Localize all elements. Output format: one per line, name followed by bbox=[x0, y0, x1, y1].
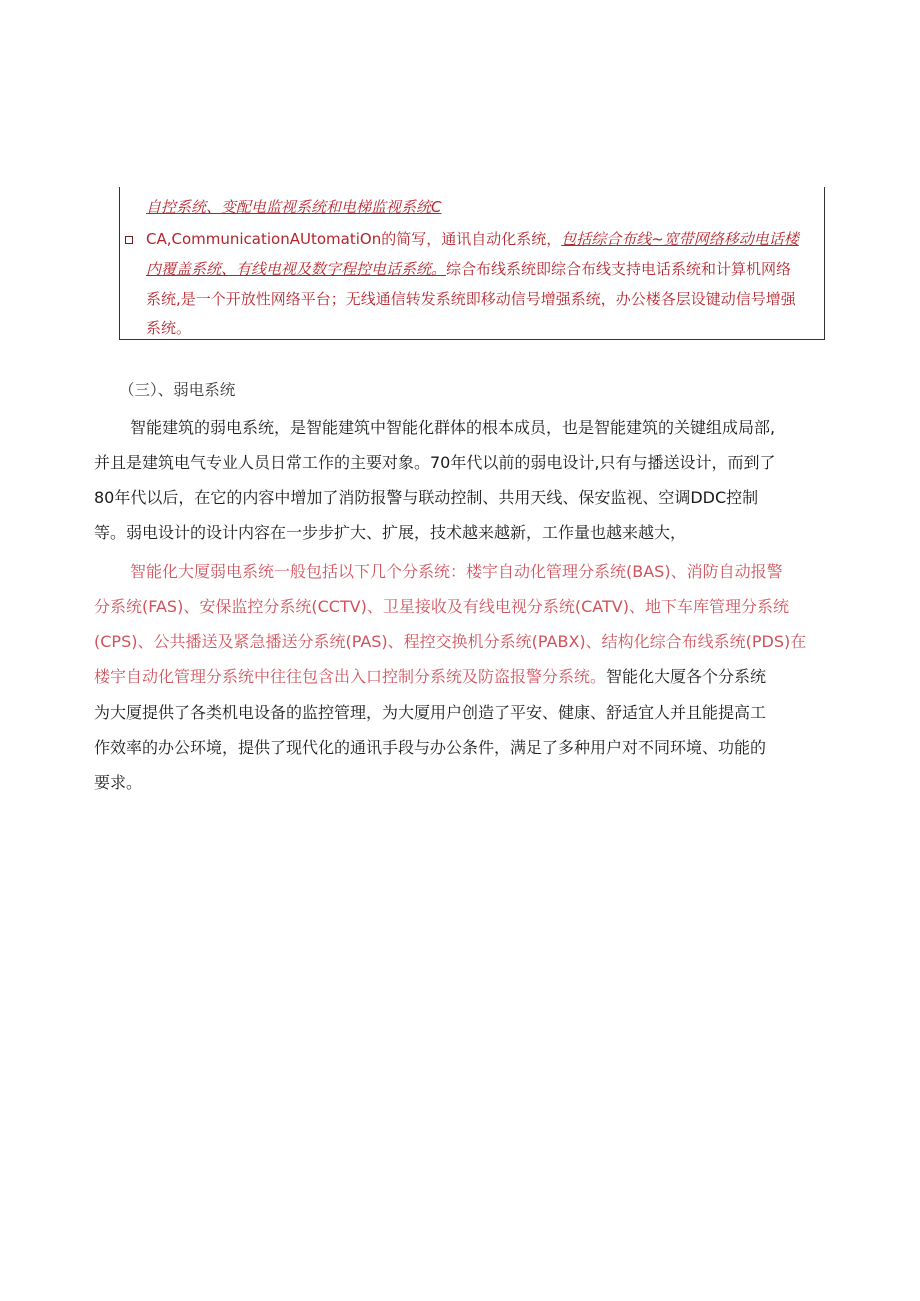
box-line-2-italic: 包括综合布线~宽带网络移动电话楼 bbox=[561, 230, 799, 248]
para2-line-6: 作效率的办公环境，提供了现代化的通讯手段与办公条件，满足了多种用户对不同环境、功能的 bbox=[94, 738, 767, 757]
table-cell-box bbox=[119, 187, 825, 340]
section-heading: （三）、弱电系统 bbox=[119, 381, 236, 399]
box-line-3-text: 综合布线系统即综合布线支持电话系统和计算机网络 bbox=[446, 260, 792, 278]
para1-line-2: 并且是建筑电气专业人员日常工作的主要对象。70年代以前的弱电设计,只有与播送设计，而到了 bbox=[94, 453, 776, 472]
box-line-3-italic: 内覆盖系统、有线电视及数字程控电话系统。 bbox=[146, 260, 447, 278]
box-line-1-text: 自控系统、变配电监视系统和电梯监视系统C bbox=[146, 198, 442, 216]
para2-line-4-tail: 智能化大厦各个分系统 bbox=[606, 667, 767, 686]
para2-line-2: 分系统(FAS)、安保监控分系统(CCTV)、卫星接收及有线电视分系统(CATV)、地下车库管理分系统 bbox=[94, 597, 789, 616]
para1-line-1: 智能建筑的弱电系统，是智能建筑中智能化群体的根本成员，也是智能建筑的关键组成局部, bbox=[130, 418, 776, 437]
square-bullet-icon bbox=[125, 236, 133, 244]
box-line-4 bbox=[146, 289, 796, 309]
para1-line-3: 80年代以后，在它的内容中增加了消防报警与联动控制、共用天线、保安监视、空调DDC控制 bbox=[94, 488, 759, 507]
box-line-2-text: CA,CommunicationAUtomatiOn的简写，通讯自动化系统， bbox=[146, 230, 562, 248]
para2-line-3: (CPS)、公共播送及紧急播送分系统(PAS)、程控交换机分系统(PABX)、结构化综合布线系统(PDS)在 bbox=[94, 632, 807, 651]
para2-line-5: 为大厦提供了各类机电设备的监控管理，为大厦用户创造了平安、健康、舒适宜人并且能提高工 bbox=[94, 703, 767, 722]
para2-line-7: 要求。 bbox=[94, 773, 143, 792]
box-line-5 bbox=[146, 318, 191, 338]
para2-line-4-pink: 楼宇自动化管理分系统中往往包含出入口控制分系统及防盗报警分系统。 bbox=[94, 667, 607, 686]
para1-line-4: 等。弱电设计的设计内容在一步步扩大、扩展，技术越来越新，工作量也越来越大， bbox=[94, 523, 687, 542]
box-line-3 bbox=[146, 259, 791, 279]
box-line-2 bbox=[146, 229, 799, 249]
box-line-4-text: 系统,是一个开放性网络平台；无线通信转发系统即移动信号增强系统，办公楼各层设键动信号增强 bbox=[146, 290, 796, 308]
para2-line-4 bbox=[94, 666, 766, 688]
para2-line-1: 智能化大厦弱电系统一般包括以下几个分系统：楼宇自动化管理分系统(BAS)、消防自动报警 bbox=[130, 562, 783, 581]
box-line-1 bbox=[146, 197, 441, 217]
box-line-5-text: 系统。 bbox=[146, 319, 192, 337]
